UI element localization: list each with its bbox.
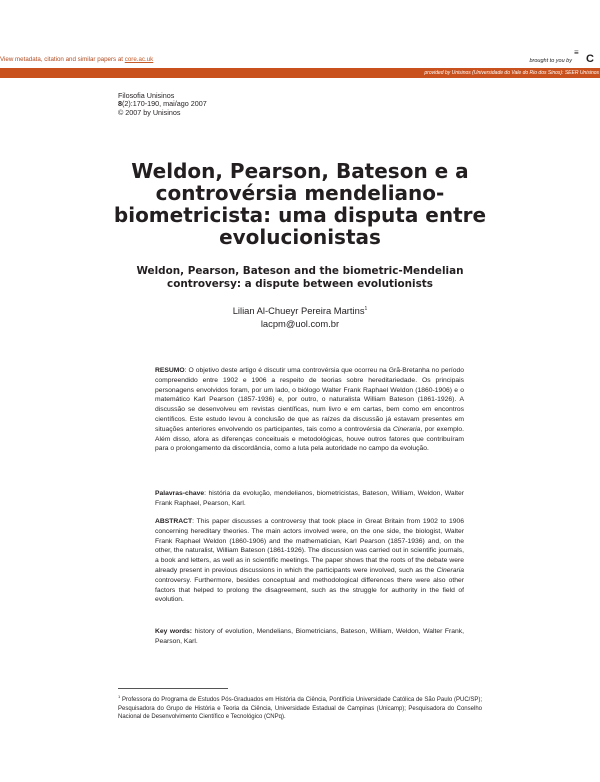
journal-issue-pages-date: (2):170-190, mai/ago 2007 <box>122 99 207 109</box>
resumo-paragraph <box>155 366 464 454</box>
core-logo-letter: C <box>586 53 594 65</box>
author-footnote-mark: 1 <box>364 306 368 312</box>
resumo-label: RESUMO <box>155 367 185 374</box>
palavras-chave-text: : história da evolução, mendelianos, biometricistas, Bateson, William, Weldon, Walter Frank Raphael, Pearson, Karl. <box>155 490 464 507</box>
provided-by-text: provided by Unisinos (Universidade do Vale do Rio dos Sinos): SEER Unisinos <box>424 70 599 76</box>
key-words-paragraph <box>155 627 464 647</box>
footnote-divider <box>118 688 228 689</box>
resumo-italic: Cineraria <box>393 425 421 433</box>
footnote <box>118 693 482 722</box>
provided-by-bar[interactable] <box>0 68 600 78</box>
author-block <box>150 303 450 330</box>
abstract-text-b: controversy. Furthermore, besides conceptual and methodological differences there were also other factors that helped to prolong the disagreement, such as the struggle for authority in the field of evolution. <box>155 576 464 604</box>
key-words-text: history of evolution, Mendelians, Biometricians, Bateson, William, Weldon, Walter Frank, Pearson, Karl. <box>155 628 464 645</box>
core-logo[interactable] <box>574 50 596 66</box>
abstract-text-a: : This paper discusses a controversy that took place in Great Britain from 1902 to 1906 concerning hereditary theories. The main actors involved were, on the one side, the biologist, Walter Frank Raphael Weldon (1860-1906) and the mathematician, Karl Pearson (1857-1936) and, on the other, the naturalist, William Bateson (1861-1926). The discussion was carried out in scientific journals, a book and letters, as well as in scientific meetings. The paper shows that the roots of the debate were already present in previous discussions in which the participants were involved, such as the <box>155 518 464 574</box>
key-words-label: Key words: <box>155 628 193 635</box>
palavras-chave-paragraph <box>155 489 464 509</box>
abstract-italic: Cineraria <box>436 566 464 574</box>
core-metadata-prefix: View metadata, citation and similar papers at <box>0 56 125 63</box>
author-name: Lilian Al-Chueyr Pereira Martins <box>232 305 365 317</box>
title-portuguese: Weldon, Pearson, Bateson e a controvérsia mendeliano-biometricista: uma disputa entre evolucionistas <box>113 159 487 249</box>
core-metadata-link[interactable] <box>0 56 153 63</box>
title-english: Weldon, Pearson, Bateson and the biometric-Mendelian controversy: a dispute between evolutionists <box>136 265 464 290</box>
footnote-text: Professora do Programa de Estudos Pós-Graduados em História da Ciência, Pontifícia Universidade Católica de São Paulo (PUC/SP); Pesquisadora do Grupo de História e Teoria da Ciência, Universidade Estadual de Campinas (Unicamp); Pesquisadora do Conselho Nacional de Desenvolvimento Científico e Tecnológico (CNPq). <box>118 697 482 721</box>
journal-meta <box>118 92 207 117</box>
footnote-mark: 1 <box>118 694 121 699</box>
brought-by-label: brought to you by <box>529 58 572 64</box>
abstract-paragraph <box>155 517 464 605</box>
core-logo-icon: ≡ <box>574 48 579 57</box>
author-line <box>150 303 450 317</box>
journal-name: Filosofia Unisinos <box>118 91 175 100</box>
core-link[interactable]: core.ac.uk <box>124 56 154 63</box>
author-email[interactable]: lacpm@uol.com.br <box>260 318 340 330</box>
resumo-text-a: : O objetivo deste artigo é discutir uma controvérsia que ocorreu na Grã-Bretanha no período compreendido entre 1902 e 1906 a respeito de teorias sobre hereditariedade. Os principais personagens envolvidos foram, por um lado, o biólogo Walter Frank Raphael Weldon (1860-1906) e o matemático Karl Pearson (1857-1936) e, por outro, o naturalista William Bateson (1861-1926). A discussão se desenvolveu em revistas científicas, num livro e em cartas, bem como em encontros científicos. Este estudo levou à conclusão de que as raízes da discussão já estavam presentes em situações anteriores envolvendo os participantes, tais como a controvérsia da <box>155 367 464 433</box>
abstract-label: ABSTRACT <box>155 518 193 525</box>
resumo-text-b: , por exemplo. Além disso, afora as diferenças conceituais e metodológicas, houve outros fatores que contribuíram para o prolongamento da discordância, como a luta pela autoridade no campo da evolução. <box>155 425 464 453</box>
journal-copyright: © 2007 by Unisinos <box>118 107 181 117</box>
journal-volume: 8 <box>118 99 122 109</box>
palavras-chave-label: Palavras-chave <box>155 490 205 497</box>
